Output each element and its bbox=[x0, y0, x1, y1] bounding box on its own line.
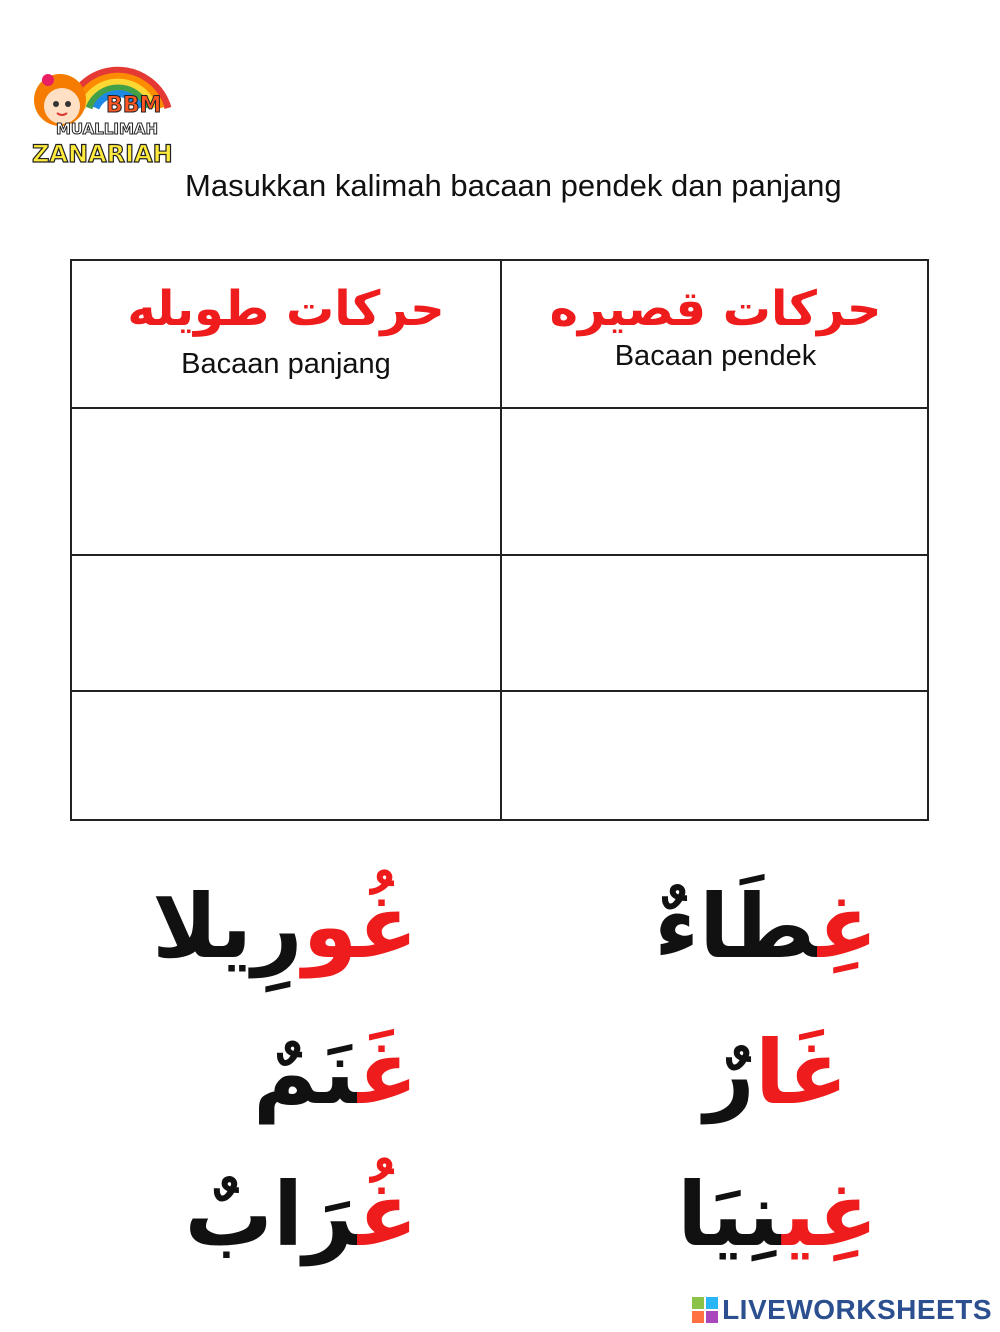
header-arabic-long: حركات طويله bbox=[127, 281, 445, 337]
header-arabic-short: حركات قصيره bbox=[549, 281, 882, 337]
header-short-vowels bbox=[502, 261, 929, 407]
word-first-letters: غَ bbox=[357, 1021, 418, 1124]
liveworksheets-icon bbox=[692, 1297, 718, 1323]
word-first-letters: غُ bbox=[357, 1163, 418, 1266]
word-first-letters: غُو bbox=[302, 875, 418, 978]
word-card[interactable] bbox=[677, 1160, 878, 1270]
logo-line1: BBM bbox=[106, 93, 162, 118]
answer-cell-long-3[interactable] bbox=[72, 692, 500, 821]
logo-graphic bbox=[28, 38, 174, 170]
header-long-vowels bbox=[72, 261, 500, 407]
answer-cell-short-2[interactable] bbox=[502, 556, 929, 690]
word-rest: رِيلا bbox=[152, 875, 303, 978]
word-rest: رٌ bbox=[704, 1021, 755, 1124]
word-card[interactable] bbox=[654, 872, 878, 982]
answer-cell-short-3[interactable] bbox=[502, 692, 929, 821]
watermark bbox=[692, 1292, 992, 1328]
word-rest: طَاءٌ bbox=[654, 875, 818, 978]
word-rest: نَمٌ bbox=[252, 1021, 358, 1124]
word-first-letters: غَا bbox=[754, 1021, 848, 1124]
word-first-letters: غِ bbox=[817, 875, 878, 978]
word-rest: نِيَا bbox=[677, 1163, 782, 1266]
answer-cell-short-1[interactable] bbox=[502, 409, 929, 554]
instruction-text: Masukkan kalimah bacaan pendek dan panjang bbox=[185, 168, 842, 203]
answer-table bbox=[70, 259, 929, 821]
logo-line2: MUALLIMAH bbox=[56, 120, 159, 138]
word-rest: رَابٌ bbox=[184, 1163, 358, 1266]
word-card[interactable] bbox=[185, 1160, 418, 1270]
word-first-letters: غِي bbox=[781, 1163, 878, 1266]
logo-line3: ZANARIAH bbox=[32, 140, 173, 168]
word-card[interactable] bbox=[253, 1018, 418, 1128]
header-latin-short: Bacaan pendek bbox=[614, 340, 817, 372]
header-latin-long: Bacaan panjang bbox=[181, 348, 391, 380]
word-card[interactable] bbox=[152, 872, 418, 982]
answer-cell-long-1[interactable] bbox=[72, 409, 500, 554]
word-card[interactable] bbox=[704, 1018, 848, 1128]
answer-cell-long-2[interactable] bbox=[72, 556, 500, 690]
watermark-text: LIVEWORKSHEETS bbox=[722, 1294, 992, 1325]
logo bbox=[28, 38, 174, 170]
